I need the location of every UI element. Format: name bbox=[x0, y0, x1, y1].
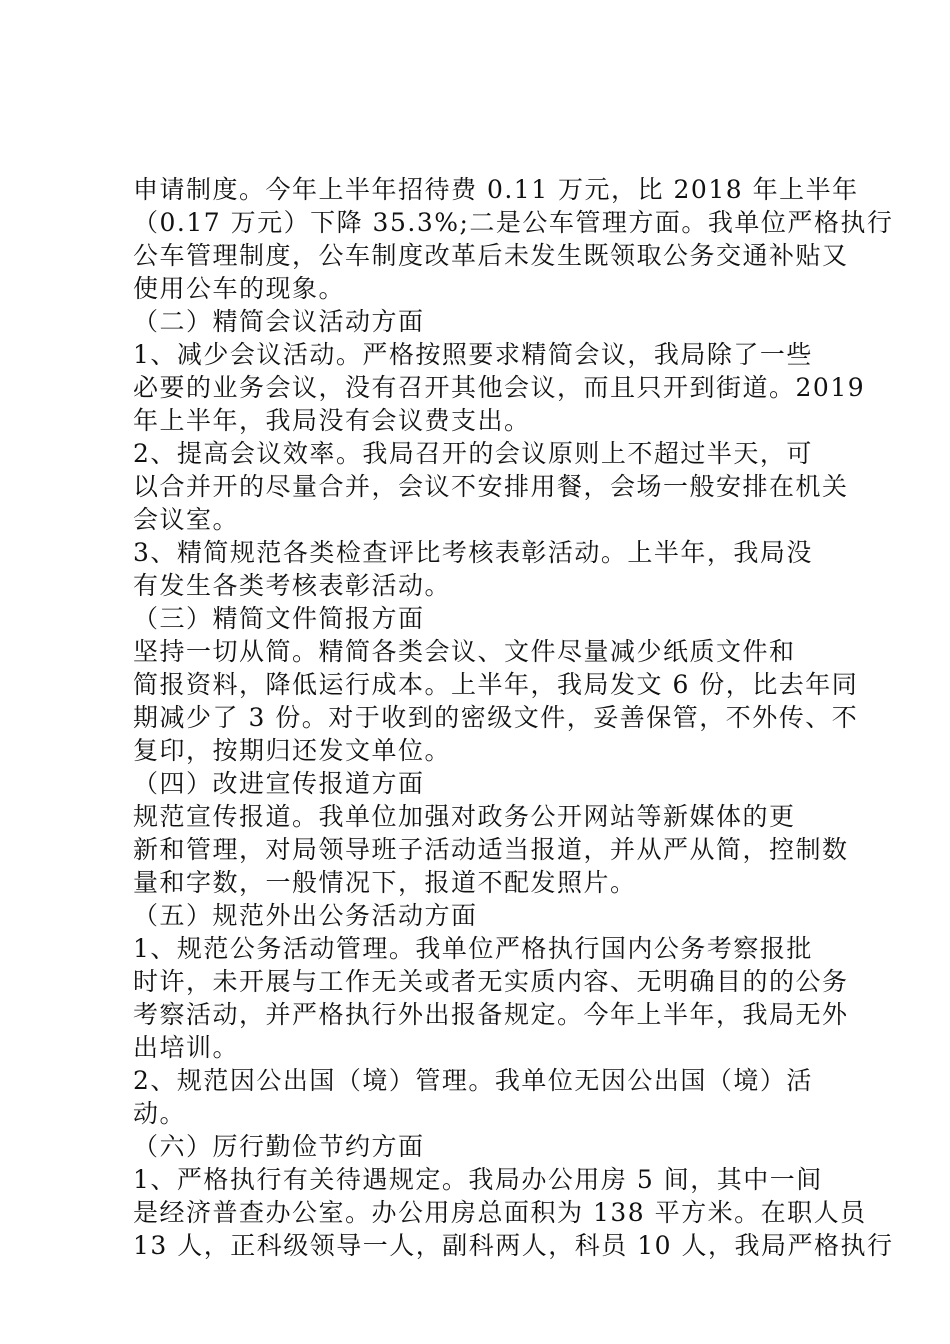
text-line: 13 人，正科级领导一人，副科两人，科员 10 人，我局严格执行 bbox=[133, 1231, 894, 1260]
text-line: 规范宣传报道。我单位加强对政务公开网站等新媒体的更 bbox=[133, 802, 796, 831]
text-line: 简报资料，降低运行成本。上半年，我局发文 6 份，比去年同 bbox=[133, 670, 859, 699]
text-line: （0.17 万元）下降 35.3%;二是公车管理方面。我单位严格执行 bbox=[133, 208, 894, 237]
section-heading: （四）改进宣传报道方面 bbox=[133, 769, 425, 798]
section-heading: （六）厉行勤俭节约方面 bbox=[133, 1132, 425, 1161]
text-line: 会议室。 bbox=[133, 505, 240, 534]
text-line: 公车管理制度，公车制度改革后未发生既领取公务交通补贴又 bbox=[133, 241, 849, 270]
text-line: 坚持一切从简。精简各类会议、文件尽量减少纸质文件和 bbox=[133, 637, 796, 666]
text-line: 量和字数，一般情况下，报道不配发照片。 bbox=[133, 868, 637, 897]
text-line: 3、精简规范各类检查评比考核表彰活动。上半年，我局没 bbox=[133, 538, 813, 567]
text-line: 2、规范因公出国（境）管理。我单位无因公出国（境）活 bbox=[133, 1066, 813, 1095]
text-line: 1、减少会议活动。严格按照要求精简会议，我局除了一些 bbox=[133, 340, 813, 369]
text-line: 复印，按期归还发文单位。 bbox=[133, 736, 452, 765]
text-line: 考察活动，并严格执行外出报备规定。今年上半年，我局无外 bbox=[133, 1000, 849, 1029]
text-line: 申请制度。今年上半年招待费 0.11 万元，比 2018 年上半年 bbox=[133, 175, 859, 204]
text-line: 有发生各类考核表彰活动。 bbox=[133, 571, 452, 600]
text-line: 使用公车的现象。 bbox=[133, 274, 346, 303]
text-line: 以合并开的尽量合并，会议不安排用餐，会场一般安排在机关 bbox=[133, 472, 849, 501]
text-line: 年上半年，我局没有会议费支出。 bbox=[133, 406, 531, 435]
text-line: 2、提高会议效率。我局召开的会议原则上不超过半天，可 bbox=[133, 439, 813, 468]
text-line: 1、严格执行有关待遇规定。我局办公用房 5 间，其中一间 bbox=[133, 1165, 823, 1194]
text-line: 新和管理，对局领导班子活动适当报道，并从严从简，控制数 bbox=[133, 835, 849, 864]
section-heading: （三）精简文件简报方面 bbox=[133, 604, 425, 633]
text-line: 出培训。 bbox=[133, 1033, 240, 1062]
text-line: 必要的业务会议，没有召开其他会议，而且只开到街道。2019 bbox=[133, 373, 866, 402]
text-line: 动。 bbox=[133, 1099, 187, 1128]
text-line: 期减少了 3 份。对于收到的密级文件，妥善保管，不外传、不 bbox=[133, 703, 859, 732]
text-line: 时许，未开展与工作无关或者无实质内容、无明确目的的公务 bbox=[133, 967, 849, 996]
section-heading: （五）规范外出公务活动方面 bbox=[133, 901, 478, 930]
text-line: 是经济普查办公室。办公用房总面积为 138 平方米。在职人员 bbox=[133, 1198, 867, 1227]
text-line: 1、规范公务活动管理。我单位严格执行国内公务考察报批 bbox=[133, 934, 813, 963]
section-heading: （二）精简会议活动方面 bbox=[133, 307, 425, 336]
